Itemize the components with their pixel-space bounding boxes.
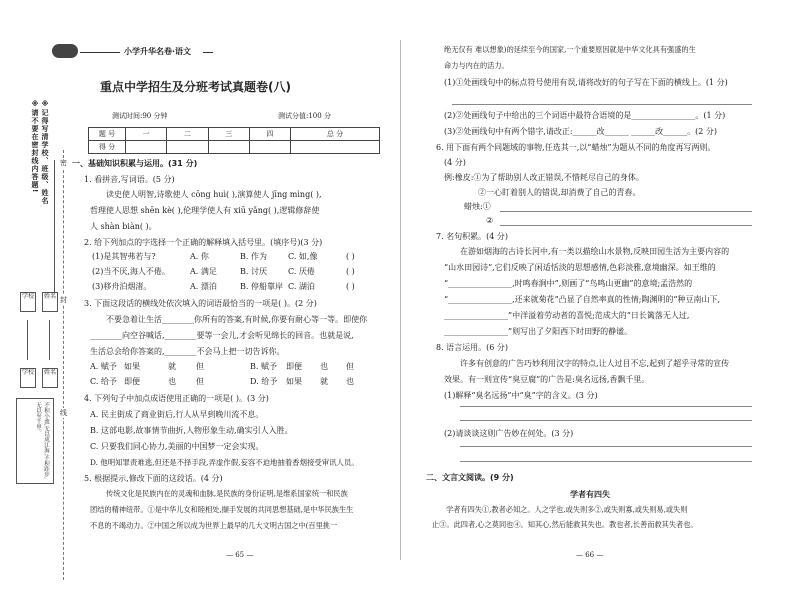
score-header-cell: 总 分 xyxy=(291,128,380,141)
q2-row2-answer[interactable]: ( ) xyxy=(346,267,355,276)
score-table-header-row xyxy=(89,128,380,141)
q3-p3: 生活总会给你答案的,________不会马上把一切告诉你。 xyxy=(90,347,285,356)
sidebar-warning: ※请不要在密封线内答题! xyxy=(31,100,39,194)
q2-row1-c: C. 如,像 xyxy=(288,252,318,261)
q5-passage-line2: 团结的精神纽带。①是中华儿女和睦相处,撷手发展的共同思想基础,是中华民族生生 xyxy=(90,505,354,514)
q2-row3-a: A. 漂泊 xyxy=(190,282,217,291)
q5-continued-line1: 绝无仅有 难以想象)的延续至今的国家,一个重要原因就是中华文化具有强盛的生 xyxy=(444,45,696,54)
q8-sub2-answer-line-2[interactable] xyxy=(460,461,752,462)
q3-option-d[interactable]: D. 给予 xyxy=(250,377,278,386)
q3-option-c[interactable]: C. 给予 xyxy=(90,377,117,386)
sidebar-label-school: 学校 xyxy=(20,292,36,312)
q3-option-a[interactable]: A. 赋予 xyxy=(90,362,117,371)
sidebar-label-name-2: 姓名 xyxy=(42,368,58,388)
q3-option-b[interactable]: B. 赋予 xyxy=(250,362,277,371)
q3-option-d-w3: 也 xyxy=(346,377,354,386)
sidebar-label-school-2: 学校 xyxy=(20,368,36,388)
q8-p2: 效果。有一则宣传“臭豆腐”的广告是:臭名远扬,香飘千里。 xyxy=(444,375,650,384)
q6-candle-label: 蜡烛:① xyxy=(464,202,491,211)
score-cell[interactable] xyxy=(249,141,290,154)
q3-option-c-w2: 也 xyxy=(168,377,176,386)
sidebar-rule xyxy=(54,160,55,300)
score-header-cell: 四 xyxy=(249,128,290,141)
q7-p1: 在游如烟海的古诗长河中,有一类以描绘山水景物,反映田园生活为主要内容的 xyxy=(460,247,730,256)
q7-p5[interactable]: ________________”中洋溢着劳动者的喜悦;范成大的“日长篱落无人过, xyxy=(444,311,690,320)
q1-line3: 人 shàn biàn( )。 xyxy=(90,222,157,231)
q7-stem: 7. 名句积累。(4 分) xyxy=(436,232,509,241)
brand-line xyxy=(80,52,120,53)
exam-time: 测试时间:90 分钟 xyxy=(112,112,168,120)
q2-row3-c: C. 湖泊 xyxy=(288,282,315,291)
q4-option-a[interactable]: A. 民主街成了商业街后,行人从早到晚川流不息。 xyxy=(90,410,264,419)
q3-option-a-w1: 如果 xyxy=(124,362,140,371)
q2-row2-a: A. 满足 xyxy=(190,267,217,276)
q5-sub1: (1)①处画线句中的标点符号使用有误,请将改好的句子写在下面的横线上。(1 分) xyxy=(444,78,728,87)
q3-option-b-w3: 但 xyxy=(346,362,354,371)
q1-line1: 读史使人明智,诗歌使人 cōng huì( ),演算使人 jīng mìng( ), xyxy=(106,190,322,199)
q3-option-a-w3: 但 xyxy=(196,362,204,371)
q3-p1: 不要急着让生活________你所有的答案,有时候,你要有耐心等一等。即使你 xyxy=(106,315,368,324)
q6-example2: ②一心盯着别人的错误,却消费了自己的青春。 xyxy=(478,188,641,197)
score-cell[interactable] xyxy=(208,141,249,154)
q2-row3-answer[interactable]: ( ) xyxy=(346,282,355,291)
sidebar-label-name: 姓名 xyxy=(42,292,58,312)
seal-char-bottom: 线 xyxy=(60,409,67,417)
q2-row1-answer[interactable]: ( ) xyxy=(346,252,355,261)
q3-option-d-w1: 如果 xyxy=(286,377,302,386)
q6-score: (4 分) xyxy=(444,158,466,167)
score-header-cell: 一 xyxy=(126,128,167,141)
sidebar-motto: 不积小流,无以成江海;不积跬步,无以至千里。 xyxy=(35,402,49,479)
sidebar-fill-line[interactable] xyxy=(27,320,28,360)
q8-sub2: (2)请谈谈这则广告妙在何处。(3 分) xyxy=(444,429,574,438)
q7-p6[interactable]: ________________”则写出了夕阳西下时田野的静谧。 xyxy=(444,327,633,336)
q6-candle-2: ② xyxy=(486,216,494,225)
q4-option-d[interactable]: D. 他明知罪责难逃,但还是不择手段,弄虚作假,妄容不迫地抽着香烟接受审讯人员。 xyxy=(90,458,359,467)
q6-example1: 例:橡皮:①为了帮助别人改正错误,不惜耗尽自己的身体。 xyxy=(444,173,644,182)
q1-stem: 1. 看拼音,写词语。(5 分) xyxy=(84,175,175,184)
q2-row1-b: B. 作为 xyxy=(240,252,267,261)
q2-row3-item: (3)移舟泊烟渚。 xyxy=(92,282,152,291)
q5-sub2: (2)②处画线句子中给出的三个词语中最符合语境的是________________。(1 分) xyxy=(444,111,726,120)
page-number-right: — 66 — xyxy=(576,551,604,559)
q2-row1-item: (1)是其智弗若与? xyxy=(92,252,156,261)
q2-row2-c: C. 厌倦 xyxy=(288,267,315,276)
header-brand: 小学升华名卷·语文 xyxy=(124,47,192,56)
score-cell[interactable] xyxy=(167,141,208,154)
passage-line2: 止③。此四者,心之莫同也④。知其心,然后能救其失也。教也者,长善而救其失者也。 xyxy=(432,520,698,529)
q4-option-c[interactable]: C. 只要我们同心协力,美丽的中国梦一定会实现。 xyxy=(90,442,264,451)
q3-option-a-w2: 就 xyxy=(168,362,176,371)
seal-char-mid: 封 xyxy=(60,296,67,304)
q7-p2: “山水田园诗”,它们反映了闲适恬淡的思想感情,色彩淡雅,意境幽深。如王维的 xyxy=(444,263,716,272)
q3-p2: ________向空谷喊话,________要等一会儿,才会听见绵长的回音。也就是说, xyxy=(90,331,354,340)
score-table-score-row xyxy=(89,141,380,154)
q2-row3-b: B. 停船靠岸 xyxy=(240,282,283,291)
q2-stem: 2. 给下列加点的字选择一个正确的解释填入括号里。(填序号)(3 分) xyxy=(84,238,323,247)
q3-option-c-w3: 但 xyxy=(196,377,204,386)
q5-sub3: (3)②处画线句中有两个错字,请改正:______改______ ______改______。(2 分) xyxy=(444,127,717,136)
q8-stem: 8. 语言运用。(6 分) xyxy=(436,343,509,352)
q3-option-c-w1: 即便 xyxy=(124,377,140,386)
section2-title: 二、文言文阅读。(9 分) xyxy=(426,473,514,482)
q6-answer-line-1[interactable] xyxy=(500,211,752,212)
q1-line2: 哲理使人思想 shēn kè( ),伦理学使人有 xiū yǎng( ),逻辑修辞使 xyxy=(90,206,320,215)
q2-row2-item: (2)当不厌,海人不倦。 xyxy=(92,267,170,276)
q7-p4[interactable]: “________________,还来就菊花”凸显了自然率真的性情;陶渊明的“种豆南山下, xyxy=(444,295,721,304)
score-cell[interactable] xyxy=(126,141,167,154)
exam-score: 测试分值:100 分 xyxy=(278,112,331,120)
page-gutter xyxy=(400,40,401,560)
q8-sub1-answer-line-2[interactable] xyxy=(460,420,752,421)
q5-passage-line3: 不息的不竭动力。②中国之所以成为世界上最早的几大文明古国之中(百里挑一 xyxy=(90,521,338,530)
q3-stem: 3. 下面这段话的横线处依次填入的词语最恰当的一项是( )。(2 分) xyxy=(84,299,317,308)
q6-answer-line-2[interactable] xyxy=(500,225,752,226)
q5-passage-line1: 传统文化是民族内在的灵魂和血脉,是民族的身份证明,是维系国家统一和民族 xyxy=(106,489,348,498)
q3-option-b-w1: 即便 xyxy=(286,362,302,371)
header-decoration xyxy=(52,44,78,58)
seal-char-top: 密 xyxy=(60,159,67,167)
q8-sub1: (1)解释“臭名远扬”中“臭”字的含义。(3 分) xyxy=(444,391,598,400)
q2-row2-b: B. 讨厌 xyxy=(240,267,267,276)
score-row-label: 得 分 xyxy=(89,141,126,154)
score-cell[interactable] xyxy=(291,141,380,154)
sidebar-note: ※记得写清学校、班级、姓名 xyxy=(41,100,49,205)
score-header-cell: 题 号 xyxy=(89,128,126,141)
page-title: 重点中学招生及分班考试真题卷(八) xyxy=(100,80,291,94)
q5-continued-line2: 命力与内在的活力。 xyxy=(444,61,509,70)
q3-option-d-w2: 就 xyxy=(320,377,328,386)
q8-sub2-answer-line-1[interactable] xyxy=(460,446,752,447)
sidebar-fill-line[interactable] xyxy=(49,320,50,360)
q8-sub1-answer-line-1[interactable] xyxy=(460,406,752,407)
q4-option-b[interactable]: B. 这部电影,故事情节曲折,人物形象生动,确实引人入胜。 xyxy=(90,426,293,435)
brand-line-right xyxy=(203,52,213,53)
q8-p1: 许多有创意的广告巧妙利用汉字的特点,让人过目不忘,起到了超乎寻常的宣传 xyxy=(460,359,730,368)
score-header-cell: 二 xyxy=(167,128,208,141)
q2-row1-a: A. 你 xyxy=(190,252,209,261)
q5-sub1-answer-line[interactable] xyxy=(452,104,752,105)
page-number-left: — 65 — xyxy=(226,551,254,559)
q4-stem: 4. 下列句子中加点成语使用正确的一项是( )。(3 分) xyxy=(84,394,269,403)
q7-p3[interactable]: “________________,时鸣春涧中”,则画了“鸟鸣山更幽”的意境;孟浩然的 xyxy=(444,279,693,288)
score-table xyxy=(88,127,380,154)
q5-stem: 5. 根据提示,修改下面的这段话。(4 分) xyxy=(84,474,223,483)
passage-title: 学者有四失 xyxy=(570,490,610,499)
seal-line xyxy=(63,150,64,580)
q3-option-b-w2: 也 xyxy=(320,362,328,371)
section1-title: 一、基础知识积累与运用。(31 分) xyxy=(72,159,198,168)
q6-stem: 6. 用下面有两个同题域的事物,任选其一,以“蜡烛”为题从不同的角度再写两则。 xyxy=(436,143,716,152)
passage-line1: 学者有四失①,教者必知之。人之学也,或失则多②,或失则寡,或失则易,或失则 xyxy=(446,505,688,514)
score-header-cell: 三 xyxy=(208,128,249,141)
